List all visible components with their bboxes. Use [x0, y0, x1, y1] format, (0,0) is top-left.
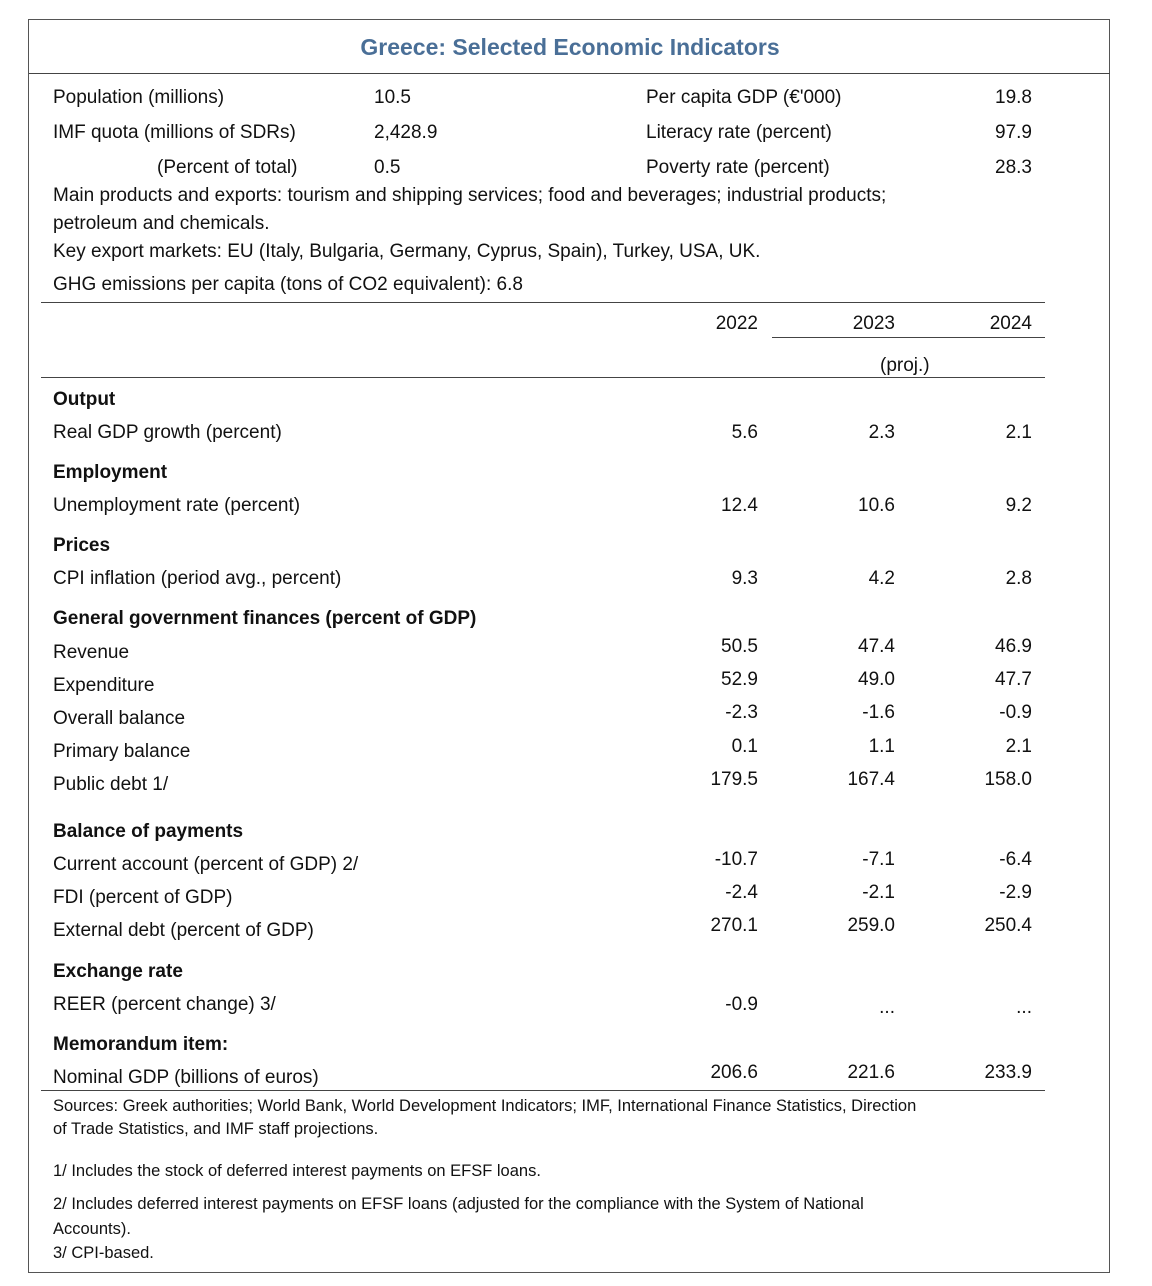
- projection-label: (proj.): [880, 355, 930, 376]
- cell-2024: 158.0: [984, 769, 1032, 790]
- literacy-label: Literacy rate (percent): [646, 122, 832, 143]
- cell-2022: -0.9: [725, 994, 758, 1015]
- cell-2022: 0.1: [731, 736, 758, 757]
- row-label: Overall balance: [53, 708, 186, 729]
- row-label: REER (percent change) 3/: [53, 994, 276, 1015]
- cell-2022: 52.9: [721, 669, 758, 690]
- footnote-1: 1/ Includes the stock of deferred interest payments on EFSF loans.: [53, 1162, 541, 1180]
- row-label: Nominal GDP (billions of euros): [53, 1067, 319, 1088]
- quota-percent-label: (Percent of total): [157, 157, 298, 178]
- cell-2023: 10.6: [858, 495, 895, 516]
- cell-2023: 167.4: [847, 769, 895, 790]
- year-2022: 2022: [715, 313, 758, 334]
- cell-2023: 47.4: [858, 636, 895, 657]
- row-label: External debt (percent of GDP): [53, 920, 314, 941]
- cell-2023: 1.1: [868, 736, 895, 757]
- cell-2024: ...: [1016, 997, 1032, 1018]
- header-bottom-rule: [41, 377, 1045, 378]
- cell-2024: 2.1: [1005, 422, 1032, 443]
- literacy-value: 97.9: [995, 122, 1032, 143]
- cell-2024: 233.9: [984, 1062, 1032, 1083]
- cell-2024: 47.7: [995, 669, 1032, 690]
- row-label: Unemployment rate (percent): [53, 495, 301, 516]
- cell-2022: 50.5: [721, 636, 758, 657]
- cell-2024: 46.9: [995, 636, 1032, 657]
- cell-2023: -7.1: [862, 849, 895, 870]
- sources-line2: of Trade Statistics, and IMF staff projections.: [53, 1120, 379, 1138]
- cell-2022: 12.4: [721, 495, 758, 516]
- imf-quota-value: 2,428.9: [374, 122, 438, 143]
- cell-2023: -1.6: [862, 702, 895, 723]
- cell-2024: 250.4: [984, 915, 1032, 936]
- population-value: 10.5: [374, 87, 411, 108]
- row-label: FDI (percent of GDP): [53, 887, 233, 908]
- quota-percent-value: 0.5: [374, 157, 401, 178]
- row-label: CPI inflation (period avg., percent): [53, 568, 342, 589]
- section-exchange-rate: Exchange rate: [53, 961, 183, 982]
- cell-2022: 5.6: [731, 422, 758, 443]
- gdp-per-capita-label: Per capita GDP (€'000): [646, 87, 842, 108]
- cell-2024: 9.2: [1005, 495, 1032, 516]
- poverty-value: 28.3: [995, 157, 1032, 178]
- cell-2022: 9.3: [731, 568, 758, 589]
- cell-2024: -0.9: [999, 702, 1032, 723]
- gdp-per-capita-value: 19.8: [995, 87, 1032, 108]
- cell-2023: 259.0: [847, 915, 895, 936]
- imf-quota-label: IMF quota (millions of SDRs): [53, 122, 296, 143]
- section-output: Output: [53, 389, 116, 410]
- title-rule: [29, 73, 1110, 74]
- cell-2023: 221.6: [847, 1062, 895, 1083]
- cell-2023: -2.1: [862, 882, 895, 903]
- cell-2022: -10.7: [714, 849, 758, 870]
- row-label: Primary balance: [53, 741, 191, 762]
- population-label: Population (millions): [53, 87, 225, 108]
- cell-2022: 206.6: [710, 1062, 758, 1083]
- year-header-rule: [772, 337, 1045, 338]
- facts-rule: [41, 302, 1045, 303]
- table-bottom-rule: [41, 1090, 1045, 1091]
- cell-2023: 2.3: [868, 422, 895, 443]
- row-label: Current account (percent of GDP) 2/: [53, 854, 359, 875]
- footnote-3: 3/ CPI-based.: [53, 1244, 154, 1262]
- poverty-label: Poverty rate (percent): [646, 157, 830, 178]
- cell-2022: 270.1: [710, 915, 758, 936]
- cell-2023: ...: [879, 997, 895, 1018]
- cell-2023: 49.0: [858, 669, 895, 690]
- footnote-2-line1: 2/ Includes deferred interest payments on EFSF loans (adjusted for the compliance with the System of National: [53, 1195, 864, 1213]
- year-2023: 2023: [852, 313, 895, 334]
- section-balance-of-payments: Balance of payments: [53, 821, 244, 842]
- row-label: Revenue: [53, 642, 130, 663]
- footnote-2-line2: Accounts).: [53, 1220, 131, 1238]
- year-2024: 2024: [989, 313, 1032, 334]
- cell-2023: 4.2: [868, 568, 895, 589]
- section-prices: Prices: [53, 535, 111, 556]
- table-title: Greece: Selected Economic Indicators: [360, 34, 780, 60]
- cell-2024: 2.1: [1005, 736, 1032, 757]
- sources-line1: Sources: Greek authorities; World Bank, World Development Indicators; IMF, International Finance Statistics, Direction: [53, 1097, 917, 1115]
- row-label: Public debt 1/: [53, 774, 169, 795]
- cell-2024: -6.4: [999, 849, 1032, 870]
- section-employment: Employment: [53, 462, 168, 483]
- row-label: Expenditure: [53, 675, 155, 696]
- cell-2022: -2.4: [725, 882, 758, 903]
- cell-2024: 2.8: [1005, 568, 1032, 589]
- section-government-finances: General government finances (percent of GDP): [53, 608, 477, 629]
- ghg-emissions: GHG emissions per capita (tons of CO2 equivalent): 6.8: [53, 274, 523, 295]
- export-markets: Key export markets: EU (Italy, Bulgaria, Germany, Cyprus, Spain), Turkey, USA, UK.: [53, 241, 761, 262]
- section-memorandum: Memorandum item:: [53, 1034, 229, 1055]
- cell-2022: 179.5: [710, 769, 758, 790]
- main-products-line2: petroleum and chemicals.: [53, 213, 270, 234]
- main-products-line1: Main products and exports: tourism and shipping services; food and beverages; industrial products;: [53, 185, 887, 206]
- cell-2022: -2.3: [725, 702, 758, 723]
- cell-2024: -2.9: [999, 882, 1032, 903]
- row-label: Real GDP growth (percent): [53, 422, 282, 443]
